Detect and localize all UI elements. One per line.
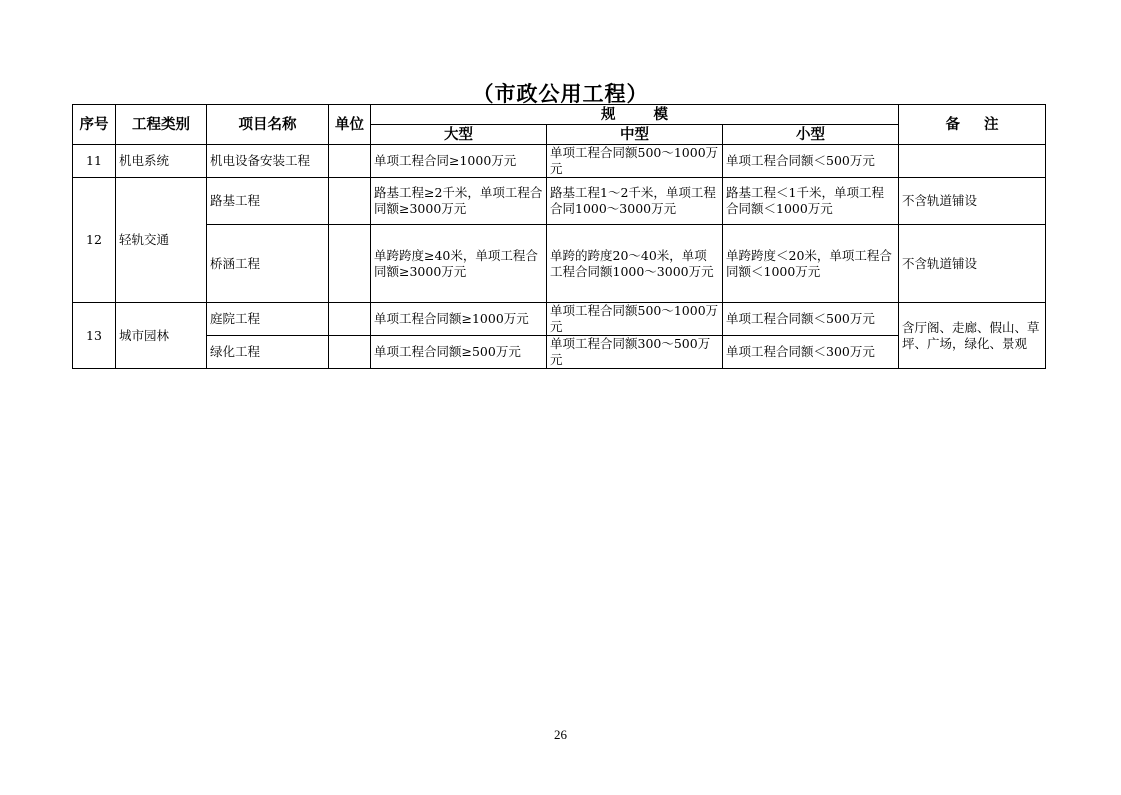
header-category: 工程类别 xyxy=(116,105,207,145)
project-cell: 绿化工程 xyxy=(207,336,329,369)
unit-cell xyxy=(329,303,371,336)
category-cell: 机电系统 xyxy=(116,145,207,178)
small-cell: 单跨跨度＜20米，单项工程合同额＜1000万元 xyxy=(723,225,899,303)
small-cell: 单项工程合同额＜300万元 xyxy=(723,336,899,369)
large-cell: 单项工程合同额≥500万元 xyxy=(371,336,547,369)
project-cell: 桥涵工程 xyxy=(207,225,329,303)
medium-cell: 路基工程1～2千米，单项工程合同1000～3000万元 xyxy=(547,178,723,225)
note-cell: 不含轨道铺设 xyxy=(899,178,1046,225)
header-note: 备注 xyxy=(899,105,1046,145)
header-large: 大型 xyxy=(371,125,547,145)
category-cell: 轻轨交通 xyxy=(116,178,207,303)
note-cell: 不含轨道铺设 xyxy=(899,225,1046,303)
small-cell: 路基工程＜1千米，单项工程合同额＜1000万元 xyxy=(723,178,899,225)
note-cell xyxy=(899,145,1046,178)
small-cell: 单项工程合同额＜500万元 xyxy=(723,145,899,178)
unit-cell xyxy=(329,225,371,303)
table-row xyxy=(73,303,1046,336)
unit-cell xyxy=(329,178,371,225)
seq-cell: 13 xyxy=(73,303,116,369)
page-number: 26 xyxy=(554,727,567,742)
table-row xyxy=(73,178,1046,225)
header-unit: 单位 xyxy=(329,105,371,145)
page-title: （市政公用工程） xyxy=(472,82,649,106)
project-cell: 机电设备安装工程 xyxy=(207,145,329,178)
unit-cell xyxy=(329,145,371,178)
medium-cell: 单跨的跨度20～40米，单项工程合同额1000～3000万元 xyxy=(547,225,723,303)
unit-cell xyxy=(329,336,371,369)
project-cell: 庭院工程 xyxy=(207,303,329,336)
seq-cell: 11 xyxy=(73,145,116,178)
header-seq: 序号 xyxy=(73,105,116,145)
large-cell: 路基工程≥2千米，单项工程合同额≥3000万元 xyxy=(371,178,547,225)
medium-cell: 单项工程合同额500～1000万元 xyxy=(547,145,723,178)
project-cell: 路基工程 xyxy=(207,178,329,225)
construction-scale-table xyxy=(72,104,1046,369)
category-cell: 城市园林 xyxy=(116,303,207,369)
seq-cell: 12 xyxy=(73,178,116,303)
header-project: 项目名称 xyxy=(207,105,329,145)
header-row-1 xyxy=(73,105,1046,125)
large-cell: 单跨跨度≥40米，单项工程合同额≥3000万元 xyxy=(371,225,547,303)
header-scale: 规模 xyxy=(371,105,899,125)
header-medium: 中型 xyxy=(547,125,723,145)
table-row xyxy=(73,145,1046,178)
small-cell: 单项工程合同额＜500万元 xyxy=(723,303,899,336)
table-row xyxy=(73,225,1046,303)
note-cell: 含厅阁、走廊、假山、草坪、广场，绿化、景观 xyxy=(899,303,1046,369)
large-cell: 单项工程合同额≥1000万元 xyxy=(371,303,547,336)
medium-cell: 单项工程合同额500～1000万元 xyxy=(547,303,723,336)
large-cell: 单项工程合同≥1000万元 xyxy=(371,145,547,178)
medium-cell: 单项工程合同额300～500万元 xyxy=(547,336,723,369)
header-small: 小型 xyxy=(723,125,899,145)
